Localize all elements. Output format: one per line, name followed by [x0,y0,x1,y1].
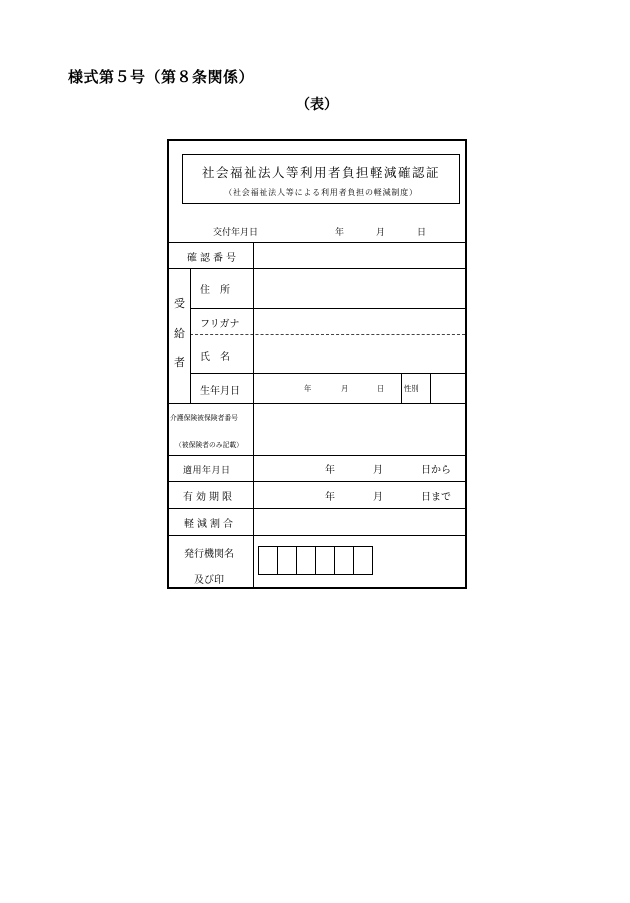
issuer-number-cell[interactable] [277,546,297,575]
address-label: 住 所 [200,285,230,296]
recipient-label-char: 者 [174,356,185,369]
row-divider [169,242,465,243]
furigana-label: フリガナ [200,319,240,330]
row-divider [190,373,465,374]
issuer-number-cell[interactable] [258,546,278,575]
gender-divider [430,373,431,403]
front-side-label: （表） [296,97,338,113]
start-date-year: 年 [325,465,335,476]
row-divider [169,268,465,269]
birth-day: 日 [377,384,385,393]
issuer-name-label: 発行機関名 [184,549,234,560]
issuer-number-cell[interactable] [315,546,335,575]
expiry-date-label: 有効期限 [183,492,235,503]
certificate-subtitle: （社会福祉法人等による利用者負担の軽減制度） [224,188,418,197]
issuer-number-cell[interactable] [334,546,354,575]
row-divider [190,308,465,309]
furigana-divider [190,334,465,335]
start-date-suffix: 日から [421,465,451,476]
gender-label: 性別 [404,384,419,393]
gender-divider [401,373,402,403]
start-date-month: 月 [373,465,383,476]
expiry-date-year: 年 [325,492,335,503]
row-divider [169,403,465,404]
expiry-date-suffix: 日まで [421,492,451,503]
start-date-label: 適用年月日 [183,466,231,476]
issue-date-month: 月 [376,228,386,238]
issuer-number-cells [258,546,372,575]
reduction-rate-label: 軽減割合 [184,519,236,530]
certificate-title: 社会福祉法人等利用者負担軽減確認証 [201,165,440,180]
insurance-number-label: 介護保険被保険者番号 [170,414,238,422]
issuer-number-cell[interactable] [296,546,316,575]
birth-date-label: 生年月日 [200,386,240,397]
recipient-group-divider [190,268,191,403]
row-divider [169,508,465,509]
birth-month: 月 [341,384,349,393]
confirmation-number-label: 確認番号 [187,253,239,264]
expiry-date-month: 月 [373,492,383,503]
issue-date-year: 年 [335,228,345,238]
recipient-label-char: 給 [174,327,185,340]
row-divider [169,481,465,482]
name-label: 氏 名 [200,352,230,363]
reduction-certificate-card [167,139,467,589]
row-divider [169,455,465,456]
certificate-title-box [182,154,460,204]
issuer-seal-label: 及び印 [194,575,224,586]
issuer-number-cell[interactable] [353,546,373,575]
label-column-divider [253,242,254,587]
insurance-number-note: （被保険者のみ記載） [175,441,243,449]
recipient-label-char: 受 [174,297,185,310]
issue-date-label: 交付年月日 [213,228,259,238]
form-number-label: 様式第５号（第８条関係） [68,68,255,86]
row-divider [169,535,465,536]
issue-date-day: 日 [417,228,427,238]
birth-year: 年 [304,384,312,393]
